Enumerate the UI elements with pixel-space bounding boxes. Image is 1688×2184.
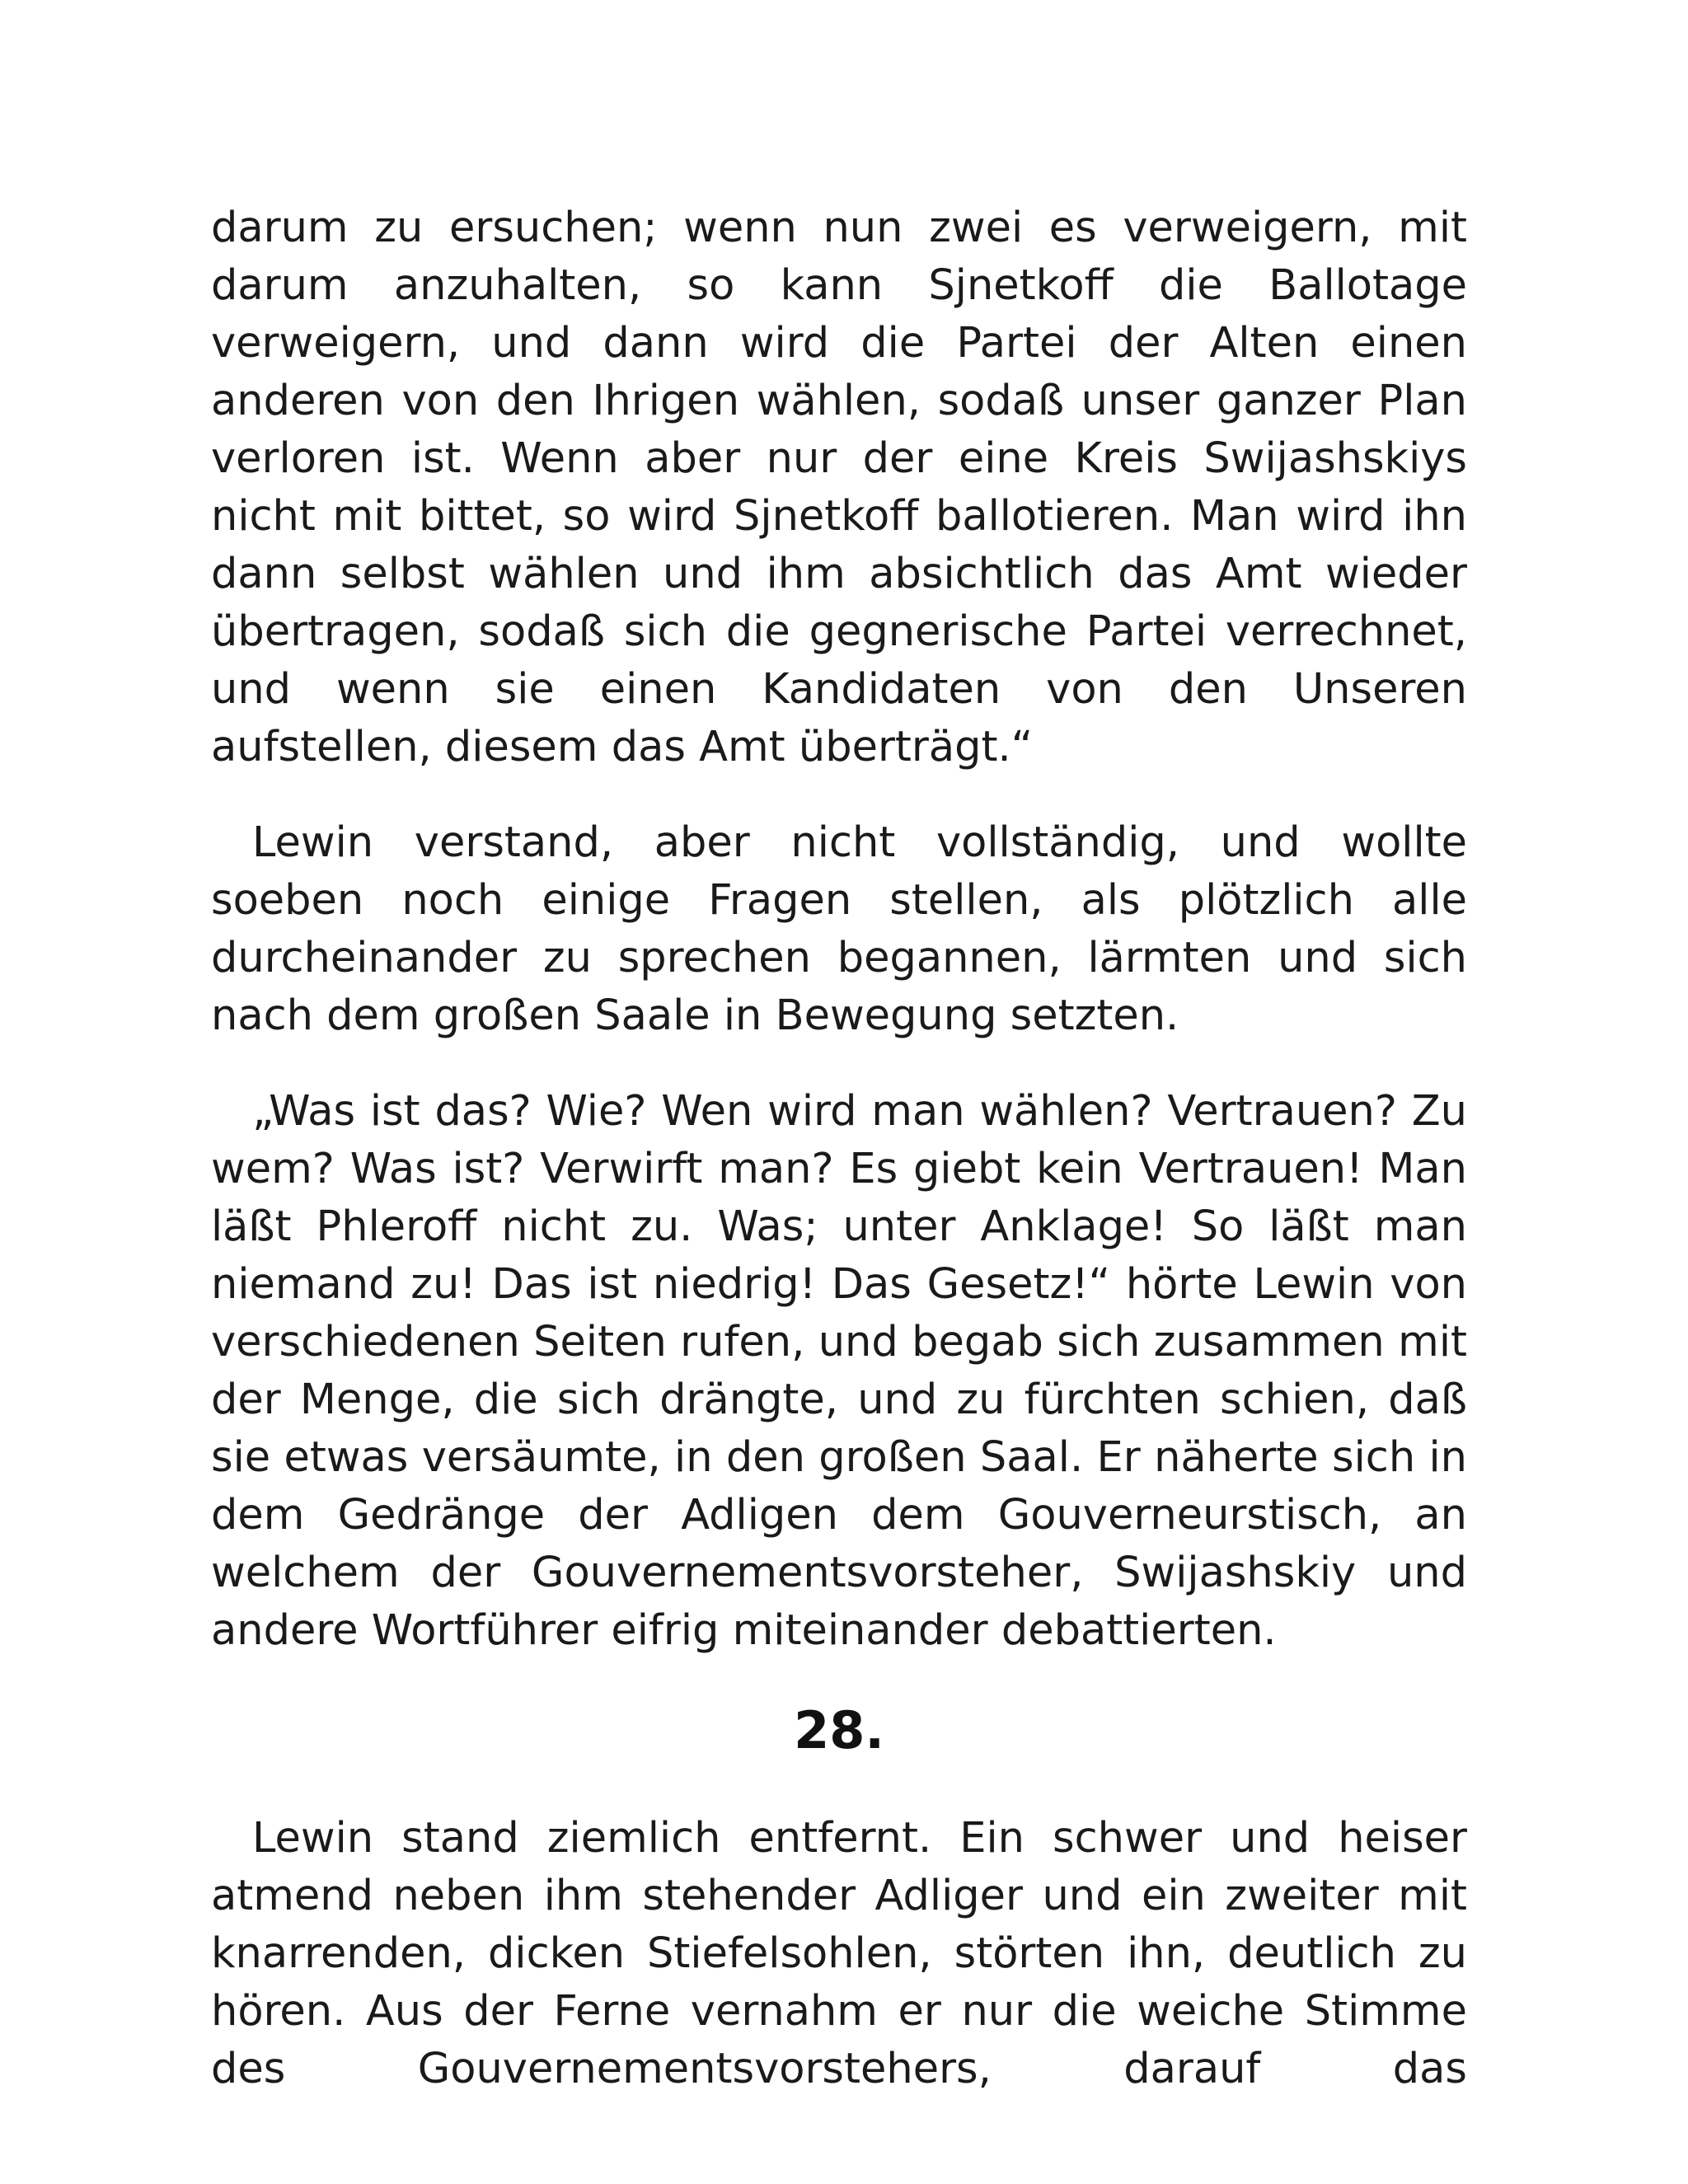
paragraph-continuation: darum zu ersuchen; wenn nun zwei es verweigern, mit darum anzuhalten, so kann Sjnetkoff die Ballotage verweigern, und dann wird die Partei der Alten einen anderen von den Ihrigen wählen, sodaß unser ganzer Plan verloren ist. Wenn aber nur der eine Kreis Swijashskiys nicht mit bittet, so wird Sjnetkoff ballotieren. Man wird ihn dann selbst wählen und ihm absichtlich das Amt wieder übertragen, sodaß sich die gegnerische Partei verrechnet, und wenn sie einen Kandidaten von den Unseren aufstellen, diesem das Amt überträgt.“ [211,204,1467,771]
paragraph-lewin-verstand: Lewin verstand, aber nicht vollständig, und wollte soeben noch einige Fragen stellen, als plötzlich alle durcheinander zu sprechen begannen, lärmten und sich nach dem großen Saale in Bewegung setzten. [211,818,1467,1040]
text-column [211,199,1467,2136]
paragraph-was-ist-das: „Was ist das? Wie? Wen wird man wählen? Vertrauen? Zu wem? Was ist? Verwirft man? Es giebt kein Vertrauen! Man läßt Phleroff nicht zu. Was; unter Anklage! So läßt man niemand zu! Das ist niedrig! Das Gesetz!“ hörte Lewin von verschiedenen Seiten rufen, und begab sich zusammen mit der Menge, die sich drängte, und zu fürchten schien, daß sie etwas versäumte, in den großen Saal. Er näherte sich in dem Gedränge der Adligen dem Gouverneurstisch, an welchem der Gouvernementsvorsteher, Swijashskiy und andere Wortführer eifrig miteinander debattierten. [211,1087,1467,1655]
paragraph-lewin-stand: Lewin stand ziemlich entfernt. Ein schwer und heiser atmend neben ihm stehender Adliger und ein zweiter mit knarrenden, dicken Stiefelsohlen, störten ihn, deutlich zu hören. Aus der Ferne vernahm er nur die weiche Stimme des Gouvernementsvorstehers, darauf das [211,1814,1467,2093]
chapter-heading: 28. [794,1700,884,1760]
